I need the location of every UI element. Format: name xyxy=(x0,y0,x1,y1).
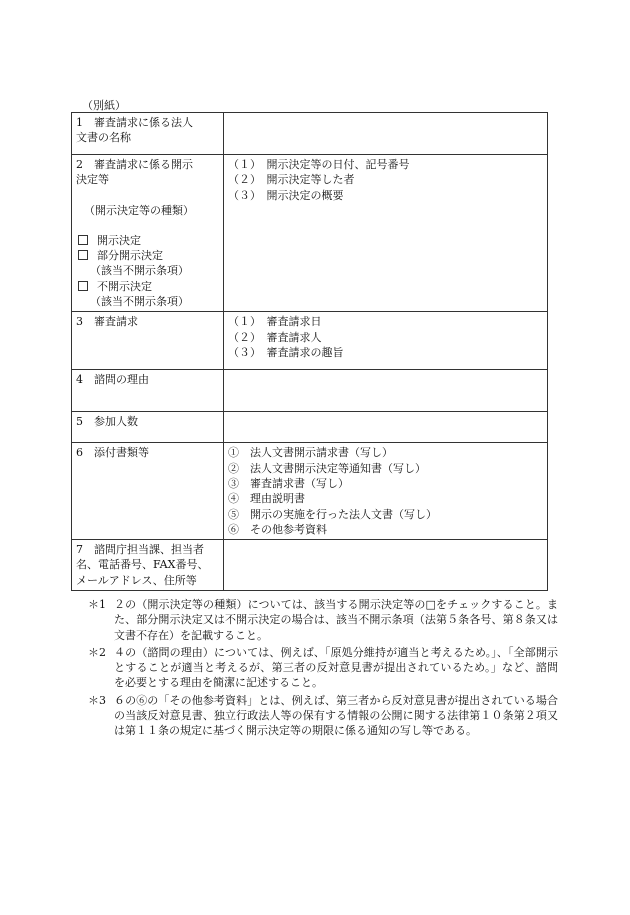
row-label-disclosure-decision xyxy=(72,155,224,312)
footnote xyxy=(88,693,558,739)
footnote-mark: ＊2 xyxy=(88,645,106,659)
consultation-form-table xyxy=(71,112,548,591)
footnote-text: ２の（開示決定等の種類）については、該当する開示決定等の□をチェックすること。また、部分開示決定又は不開示決定の場合は、該当不開示条項（法第５条各号、第８条又は文書不存在）を記載すること。 xyxy=(114,598,558,642)
footnotes xyxy=(88,597,558,741)
label-line: メールアドレス、住所等 xyxy=(76,573,197,587)
table-row xyxy=(72,370,548,412)
checkbox-icon[interactable] xyxy=(78,281,88,291)
label-line: 文書の名称 xyxy=(76,131,131,145)
label-line: 4 諮問の理由 xyxy=(76,373,149,387)
footnote-text: ６の⑥の「その他参考資料」とは、例えば、第三者から反対意見書が提出されている場合の当該反対意見書、独立行政法人等の保有する情報の公開に関する法律第１０条第２項又は第１１条の規定に基づく開示決定等の期限に係る通知の写し等である。 xyxy=(114,693,558,738)
row-value-document-name[interactable] xyxy=(224,113,548,155)
option-label: 開示決定 xyxy=(97,233,141,247)
checkbox-icon[interactable] xyxy=(78,235,88,245)
row-value-consultation-reason[interactable] xyxy=(224,370,548,412)
row-value-participants[interactable] xyxy=(224,412,548,443)
row-value-disclosure-decision[interactable] xyxy=(224,155,548,312)
label-line: 決定等 xyxy=(76,173,109,187)
value-line: （２） 開示決定等した者 xyxy=(228,173,355,187)
table-row xyxy=(72,155,548,312)
table-row xyxy=(72,540,548,591)
footnote xyxy=(88,645,558,691)
footnote-text: ４の（諮問の理由）については、例えば、「原処分維持が適当と考えるため。」、「全部開示とすることが適当と考えるが、第三者の反対意見書が提出されているため。」など、諮問を必要とする理由を簡潔に記述すること。 xyxy=(114,645,558,690)
footnote-mark: ＊1 xyxy=(88,598,106,611)
option-label: 部分開示決定 xyxy=(97,249,163,263)
value-line: ⑤ 開示の実施を行った法人文書（写し） xyxy=(228,507,437,521)
row-label-consultation-reason xyxy=(72,370,224,412)
table-row xyxy=(72,443,548,540)
option-full-disclosure[interactable] xyxy=(76,233,219,248)
row-value-attachments[interactable] xyxy=(224,443,548,540)
label-line: 5 参加人数 xyxy=(76,415,138,429)
label-line: 1 審査請求に係る法人 xyxy=(76,116,193,129)
row-label-attachments xyxy=(72,443,224,540)
table-row xyxy=(72,312,548,370)
value-line: （３） 審査請求の趣旨 xyxy=(228,345,344,359)
value-line: （１） 審査請求日 xyxy=(228,315,322,329)
row-value-contact-info[interactable] xyxy=(224,540,548,591)
value-line: ① 法人文書開示請求書（写し） xyxy=(228,446,393,460)
decision-type-title: （開示決定等の種類） xyxy=(84,203,194,217)
value-line: ④ 理由説明書 xyxy=(228,492,305,506)
option-partial-disclosure[interactable] xyxy=(76,248,219,263)
checkbox-icon[interactable] xyxy=(78,250,88,260)
row-label-participants xyxy=(72,412,224,443)
label-line: 3 審査請求 xyxy=(76,315,138,329)
value-line: （１） 開示決定等の日付、記号番号 xyxy=(228,158,410,171)
option-note: （該当不開示条項） xyxy=(90,264,189,278)
page-heading: （別紙） xyxy=(82,99,126,112)
label-line: 6 添付書類等 xyxy=(76,446,149,460)
label-line: 2 審査請求に係る開示 xyxy=(76,158,193,171)
row-label-review-request xyxy=(72,312,224,370)
value-line: ② 法人文書開示決定等通知書（写し） xyxy=(228,461,426,475)
row-label-contact-info xyxy=(72,540,224,591)
option-note: （該当不開示条項） xyxy=(90,295,189,309)
value-line: ③ 審査請求書（写し） xyxy=(228,476,349,490)
label-line: 7 諮問庁担当課、担当者 xyxy=(76,543,204,557)
row-value-review-request[interactable] xyxy=(224,312,548,370)
footnote xyxy=(88,597,558,643)
value-line: ⑥ その他参考資料 xyxy=(228,522,327,536)
footnote-mark: ＊3 xyxy=(88,693,106,707)
option-non-disclosure[interactable] xyxy=(76,279,219,294)
row-label-document-name xyxy=(72,113,224,155)
table-row xyxy=(72,412,548,443)
table-row xyxy=(72,113,548,155)
value-line: （３） 開示決定の概要 xyxy=(228,188,344,202)
label-line: 名、電話番号、FAX番号、 xyxy=(76,558,209,572)
value-line: （２） 審査請求人 xyxy=(228,330,322,344)
option-label: 不開示決定 xyxy=(97,279,152,293)
